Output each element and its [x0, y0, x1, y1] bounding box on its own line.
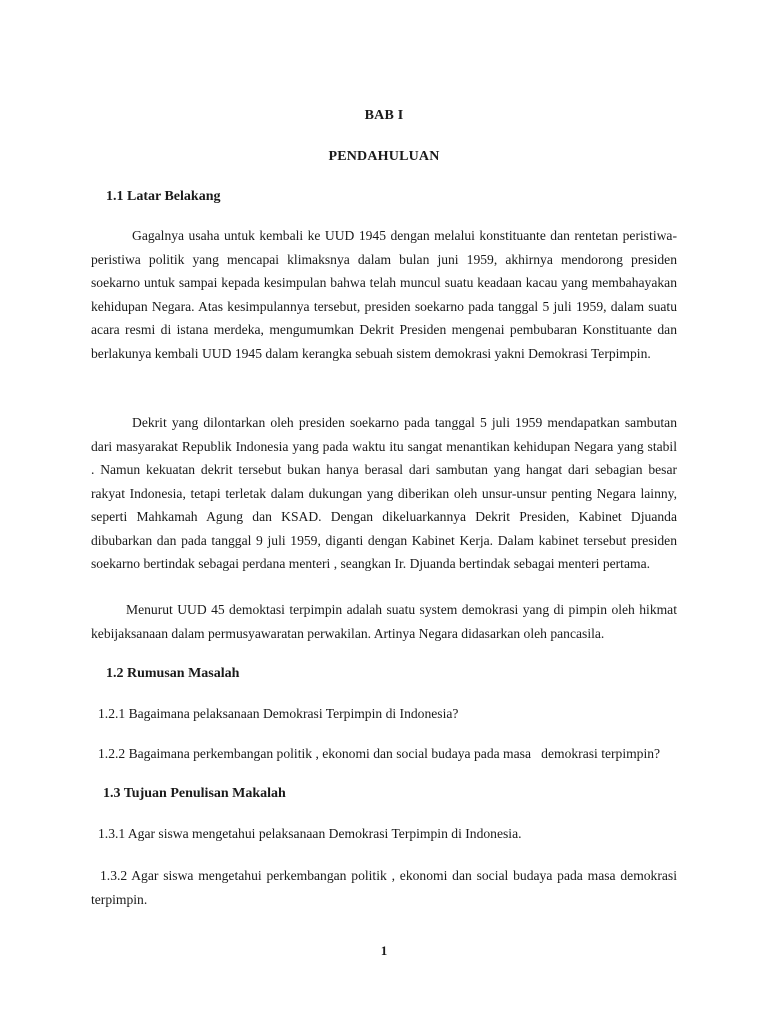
paragraph-3: Menurut UUD 45 demoktasi terpimpin adalah suatu system demokrasi yang di pimpin oleh hikmat kebijaksanaan dalam permusyawaratan perwakilan. Artinya Negara didasarkan oleh pancasila.	[91, 602, 677, 641]
rumusan-item-2: 1.2.2 Bagaimana perkembangan politik , ekonomi dan social budaya pada masa demokrasi terpimpin?	[98, 746, 661, 761]
chapter-label: BAB I	[364, 108, 404, 123]
paragraph-2: Dekrit yang dilontarkan oleh presiden soekarno pada tanggal 5 juli 1959 mendapatkan sambutan dari masyarakat Republik Indonesia yang pada waktu itu sangat menantikan kehidupan Negara yang stabil . Namun kekuatan dekrit tersebut bukan hanya berasal dari sambutan yang hangat dari sebagian besar rakyat Indonesia, tetapi terletak dalam dukungan yang diberikan oleh unsur-unsur penting Negara lainny, seperti Mahkamah Agung dan KSAD. Dengan dikeluarkannya Dekrit Presiden, Kabinet Djuanda dibubarkan dan pada tanggal 9 juli 1959, diganti dengan Kabinet Kerja. Dalam kabinet tersebut presiden soekarno bertindak sebagai perdana menteri , seangkan Ir. Djuanda bertindak sebagai menteri pertama.	[91, 415, 677, 571]
chapter-title: PENDAHULUAN	[328, 149, 440, 164]
section-heading-tujuan: 1.3 Tujuan Penulisan Makalah	[103, 786, 286, 801]
tujuan-item-1: 1.3.1 Agar siswa mengetahui pelaksanaan Demokrasi Terpimpin di Indonesia.	[98, 826, 522, 841]
section-heading-rumusan-masalah: 1.2 Rumusan Masalah	[106, 666, 240, 681]
paragraph-1: Gagalnya usaha untuk kembali ke UUD 1945 dengan melalui konstituante dan rentetan peristiwa-peristiwa politik yang mencapai klimaksnya dalam bulan juni 1959, akhirnya mendorong presiden soekarno untuk sampai kepada kesimpulan bahwa telah muncul suatu keadaan kacau yang membahayakan kehidupan Negara. Atas kesimpulannya tersebut, presiden soekarno pada tanggal 5 juli 1959, dalam suatu acara resmi di istana merdeka, mengumumkan Dekrit Presiden mengenai pembubaran Konstituante dan berlakunya kembali UUD 1945 dalam kerangka sebuah sistem demokrasi yakni Demokrasi Terpimpin.	[91, 228, 677, 361]
tujuan-item-2: 1.3.2 Agar siswa mengetahui perkembangan politik , ekonomi dan social budaya pada masa demokrasi terpimpin.	[91, 868, 677, 907]
page-number: 1	[380, 943, 388, 958]
rumusan-item-1: 1.2.1 Bagaimana pelaksanaan Demokrasi Terpimpin di Indonesia?	[98, 706, 459, 721]
section-heading-latar-belakang: 1.1 Latar Belakang	[106, 189, 221, 204]
